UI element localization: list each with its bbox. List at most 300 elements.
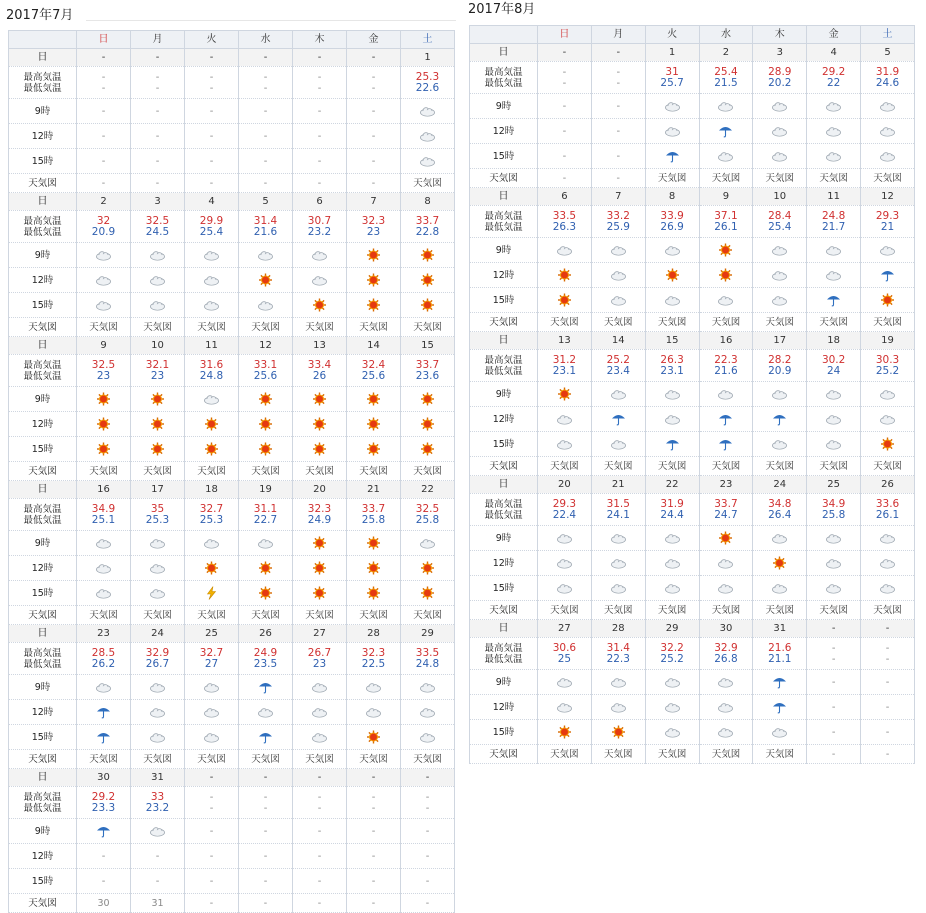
weather-map-link[interactable]: 天気図 [239,750,293,769]
temperature-cell [807,494,861,526]
sun-icon [365,588,382,599]
weather-cell [293,243,347,268]
row-label-day: 日 [470,44,538,62]
weather-cell [699,432,753,457]
weather-map-link[interactable]: 天気図 [239,606,293,625]
date-cell: 31 [753,620,807,638]
weather-cell [347,387,401,412]
weather-cell: - [77,124,131,149]
date-cell: 10 [131,337,185,355]
high-temp: 32.9 [145,646,170,659]
date-cell: 21 [591,476,645,494]
weather-cell [645,720,699,745]
low-temp: 23 [150,369,165,382]
date-cell: 27 [538,620,592,638]
weather-cell [753,551,807,576]
weather-map-row [9,894,455,913]
weekday-header: 火 [185,31,239,49]
weather-map-link[interactable]: 天気図 [538,745,592,764]
temperature-cell [645,638,699,670]
row-label-hour: 9時 [9,819,77,844]
temperature-cell [77,211,131,243]
high-temp: - [101,71,106,83]
weather-row [470,407,915,432]
temperature-cell [591,638,645,670]
sun-icon [664,270,681,281]
cloud-icon [149,300,166,311]
weather-map-link[interactable]: 天気図 [293,606,347,625]
temperature-cell [239,355,293,387]
low-temp: 26.9 [660,220,684,233]
weather-row [470,670,915,695]
low-temp: 25.2 [660,652,684,665]
high-temp: 31.9 [875,65,900,78]
weather-map-link[interactable]: 天気図 [185,606,239,625]
weather-map-link[interactable]: 天気図 [699,169,753,188]
weather-cell [293,531,347,556]
weather-cell [77,581,131,606]
weather-map-link[interactable]: 天気図 [538,601,592,620]
date-row [9,769,455,787]
weather-map-link[interactable]: 天気図 [401,606,455,625]
weather-cell [807,432,861,457]
sun-icon [556,295,573,306]
cloud-icon [419,538,436,549]
sun-icon [311,444,328,455]
weather-cell [753,526,807,551]
weather-cell: - [185,844,239,869]
weather-map-link[interactable]: 天気図 [753,313,807,332]
sun-icon [419,394,436,405]
weather-cell [645,94,699,119]
cloud-icon [556,439,573,450]
date-cell: 13 [293,337,347,355]
low-temp: 25.3 [199,513,224,526]
weather-cell [401,268,455,293]
date-cell: 2 [77,193,131,211]
weather-map-link[interactable]: 天気図 [591,457,645,476]
weather-map-link[interactable]: 天気図 [185,750,239,769]
weather-cell [239,675,293,700]
weather-map-link[interactable]: 天気図 [401,174,455,193]
temperature-cell [239,787,293,819]
weather-map-link[interactable]: 天気図 [861,601,915,620]
high-temp: - [371,791,376,803]
weather-map-link[interactable]: 天気図 [239,462,293,481]
cloud-icon [879,245,896,256]
weather-cell: - [131,99,185,124]
thunder-icon [203,588,220,599]
cloud-icon [664,101,681,112]
weather-cell [185,725,239,750]
weather-map-link[interactable]: 天気図 [401,462,455,481]
weather-map-link[interactable]: 天気図 [347,462,401,481]
weather-map-link[interactable]: 天気図 [538,457,592,476]
weather-cell [861,94,915,119]
weather-cell [131,581,185,606]
weather-map-link[interactable]: 天気図 [753,457,807,476]
weather-map-link[interactable]: 天気図 [185,318,239,337]
weather-cell [699,720,753,745]
cloud-icon [556,558,573,569]
weather-cell [538,407,592,432]
low-temp: 23.2 [145,801,170,814]
weather-cell [645,695,699,720]
weather-cell [347,293,401,318]
date-cell: 2 [699,44,753,62]
row-label-day: 日 [9,337,77,355]
cloud-icon [556,414,573,425]
sun-icon [556,727,573,738]
low-temp: 24.8 [199,369,224,382]
weather-cell: - [239,149,293,174]
sun-icon [365,732,382,743]
temperature-cell [131,355,185,387]
weather-cell [699,526,753,551]
date-cell: 8 [645,188,699,206]
sun-icon [556,270,573,281]
cloud-icon [556,245,573,256]
weather-map-link[interactable]: 天気図 [185,462,239,481]
weather-map-link[interactable]: 天気図 [293,750,347,769]
temperature-row [9,787,455,819]
low-temp: 26.4 [768,508,792,521]
weather-map-link[interactable]: 天気図 [347,606,401,625]
sun-icon [365,394,382,405]
weather-map-link[interactable]: 天気図 [293,318,347,337]
rain-icon [717,439,734,450]
low-temp: 27 [204,657,219,670]
weather-map-link[interactable]: 天気図 [131,462,185,481]
weather-map-empty: - [401,894,455,913]
weather-map-link[interactable]: 天気図 [861,457,915,476]
weather-map-link[interactable]: 天気図 [699,313,753,332]
weather-map-link[interactable]: 天気図 [77,750,131,769]
weather-cell [753,94,807,119]
weather-cell [538,432,592,457]
weather-map-link[interactable]: 天気図 [753,601,807,620]
weather-map-link[interactable]: 天気図 [807,457,861,476]
temperature-cell [645,206,699,238]
cloud-icon [825,533,842,544]
weather-cell [538,695,592,720]
cloud-icon [664,558,681,569]
weather-map-link[interactable]: 天気図 [861,169,915,188]
label-high-temp: 最高気温 [23,503,62,515]
weather-cell [753,263,807,288]
weather-map-link[interactable]: 天気図 [753,745,807,764]
row-label-temperature [9,787,77,819]
low-temp: - [101,82,106,94]
weather-map-link[interactable]: 天気図 [807,313,861,332]
temperature-cell [645,350,699,382]
low-temp: 23.1 [552,364,577,377]
weather-cell: - [239,99,293,124]
high-temp: 32.5 [145,214,170,227]
weather-map-link[interactable]: 天気図 [239,318,293,337]
high-temp: 32.3 [361,646,386,659]
weather-cell: - [861,670,915,695]
weather-cell: - [293,99,347,124]
weather-cell [185,531,239,556]
cloud-icon [610,677,627,688]
weather-cell [239,700,293,725]
weather-row [9,124,455,149]
cloud-icon [771,727,788,738]
high-temp: - [155,71,160,83]
weekday-header-row [9,31,455,49]
cloud-icon [419,732,436,743]
sun-icon [311,300,328,311]
weather-row [470,263,915,288]
weather-cell [77,675,131,700]
weather-map-link[interactable]: 天気図 [807,169,861,188]
cloud-icon [95,563,112,574]
weather-row [9,387,455,412]
cloud-icon [556,533,573,544]
date-cell: 9 [699,188,753,206]
weather-cell [699,144,753,169]
weather-cell [239,412,293,437]
temperature-cell [131,787,185,819]
weather-map-row [470,169,915,188]
label-high-temp: 最高気温 [484,642,523,654]
weather-map-link[interactable]: 天気図 [645,313,699,332]
rain-icon [717,126,734,137]
weather-cell [347,725,401,750]
weather-map-link[interactable]: 天気図 [347,318,401,337]
weather-map-empty: - [347,174,401,193]
high-temp: 28.5 [91,646,116,659]
row-label-day: 日 [9,193,77,211]
row-label-hour: 9時 [9,387,77,412]
date-row [9,625,455,643]
weather-row [9,819,455,844]
cloud-icon [717,702,734,713]
cloud-icon [95,300,112,311]
sun-icon [257,588,274,599]
weather-cell [77,412,131,437]
cloud-icon [825,439,842,450]
label-high-temp: 最高気温 [484,498,523,510]
weather-cell [699,119,753,144]
cloud-icon [95,250,112,261]
row-label-weather-map: 天気図 [470,457,538,476]
weather-map-link[interactable]: 天気図 [591,745,645,764]
high-temp: 33 [150,790,165,803]
low-temp: 23 [366,225,381,238]
temperature-cell [347,211,401,243]
cloud-icon [149,250,166,261]
weather-map-link[interactable]: 天気図 [347,750,401,769]
high-temp: - [616,66,621,78]
weather-row [9,581,455,606]
temperature-cell [753,62,807,94]
date-cell: 27 [293,625,347,643]
cloud-icon [664,126,681,137]
weather-cell: - [185,149,239,174]
weather-cell: - [807,720,861,745]
weather-map-link[interactable]: 天気図 [401,750,455,769]
date-cell: 18 [185,481,239,499]
weather-map-link[interactable]: 天気図 [807,601,861,620]
row-label-hour: 12時 [9,844,77,869]
cloud-icon [825,101,842,112]
date-cell: 28 [591,620,645,638]
weather-map-link[interactable]: 天気図 [645,745,699,764]
weather-map-link[interactable]: 天気図 [77,606,131,625]
temperature-cell [401,787,455,819]
low-temp: 26.1 [875,508,900,521]
high-temp: 28.9 [768,65,792,78]
weather-map-link[interactable]: 天気図 [591,313,645,332]
low-temp: 25.9 [606,220,630,233]
weather-map-link[interactable]: 天気図 [645,169,699,188]
temperature-cell [699,206,753,238]
weather-map-link[interactable]: 天気図 [131,606,185,625]
date-cell: - [185,49,239,67]
weather-cell [185,437,239,462]
high-temp: 28.4 [768,209,792,222]
low-temp: - [263,802,268,814]
cloud-icon [610,558,627,569]
sun-icon [419,588,436,599]
weather-cell [538,288,592,313]
temperature-cell [538,206,592,238]
weekday-header: 金 [807,26,861,44]
sun-icon [257,394,274,405]
date-cell: 15 [645,332,699,350]
weather-cell [401,531,455,556]
weekday-header: 土 [401,31,455,49]
row-label-hour: 15時 [9,149,77,174]
high-temp: 29.9 [199,214,224,227]
temperature-cell [699,350,753,382]
temperature-cell [77,499,131,531]
rain-icon [95,707,112,718]
low-temp: 25.3 [145,513,170,526]
weather-cell: - [131,844,185,869]
weather-map-link[interactable]: 天気図 [861,313,915,332]
temperature-cell [293,787,347,819]
temperature-cell [239,643,293,675]
weather-map-link[interactable]: 天気図 [645,601,699,620]
weather-cell [807,263,861,288]
weather-cell [753,382,807,407]
date-cell: 22 [645,476,699,494]
weather-row [470,94,915,119]
cloud-icon [610,270,627,281]
cloud-icon [149,707,166,718]
temperature-cell [753,638,807,670]
low-temp: - [209,82,214,94]
weather-map-link[interactable]: 天気図 [699,457,753,476]
label-high-temp: 最高気温 [23,215,62,227]
weekday-header: 水 [239,31,293,49]
label-low-temp: 最低気温 [484,77,523,89]
cloud-icon [149,588,166,599]
weather-map-link[interactable]: 天気図 [538,313,592,332]
weather-row [470,551,915,576]
label-low-temp: 最低気温 [484,653,523,665]
sun-icon [879,295,896,306]
low-temp: 23.6 [415,369,440,382]
cloud-icon [879,533,896,544]
weather-map-link[interactable]: 天気図 [401,318,455,337]
weather-map-link[interactable]: 天気図 [591,601,645,620]
weather-cell: - [293,819,347,844]
weather-cell: - [861,720,915,745]
weather-map-empty: - [185,894,239,913]
high-temp: 34.9 [91,502,116,515]
temperature-cell [131,67,185,99]
weather-row [9,700,455,725]
weather-cell [591,576,645,601]
weather-map-link[interactable]: 天気図 [645,457,699,476]
rain-icon [95,826,112,837]
low-temp: 22.3 [606,652,630,665]
weather-cell: - [239,869,293,894]
weather-cell: - [347,844,401,869]
temperature-cell [861,206,915,238]
date-cell: - [293,49,347,67]
weather-cell: - [185,819,239,844]
row-label-temperature [9,211,77,243]
weather-cell [185,700,239,725]
weather-map-row [9,462,455,481]
cloud-icon [664,414,681,425]
weather-map-link[interactable]: 天気図 [293,462,347,481]
weather-cell [239,556,293,581]
temperature-cell [753,206,807,238]
row-label-temperature [470,206,538,238]
label-low-temp: 最低気温 [23,658,62,670]
cloud-icon [149,826,166,837]
low-temp: 21.1 [768,652,792,665]
header-corner [470,26,538,44]
row-label-weather-map: 天気図 [9,318,77,337]
weather-map-link[interactable]: 天気図 [699,601,753,620]
high-temp: - [317,71,322,83]
weather-map-link[interactable]: 天気図 [131,750,185,769]
row-label-hour: 9時 [470,382,538,407]
weather-map-empty: - [77,174,131,193]
row-label-weather-map: 天気図 [9,750,77,769]
weather-map-link[interactable]: 天気図 [77,462,131,481]
low-temp: 25.4 [768,220,792,233]
sun-icon [365,563,382,574]
high-temp: 35 [150,502,165,515]
weather-map-link[interactable]: 天気図 [131,318,185,337]
weather-map-link[interactable]: 天気図 [77,318,131,337]
temperature-cell [591,350,645,382]
temperature-cell [185,499,239,531]
date-cell: 23 [77,625,131,643]
weather-cell [347,675,401,700]
weather-map-link[interactable]: 天気図 [753,169,807,188]
weather-cell [645,238,699,263]
date-cell: 25 [807,476,861,494]
weather-cell: - [861,695,915,720]
temperature-cell [77,643,131,675]
weather-cell [239,387,293,412]
high-temp: 28.2 [768,353,792,366]
weather-cell [185,268,239,293]
row-label-hour: 15時 [470,720,538,745]
high-temp: 25.3 [415,70,440,83]
high-temp: - [831,642,836,654]
weather-map-link[interactable]: 天気図 [699,745,753,764]
